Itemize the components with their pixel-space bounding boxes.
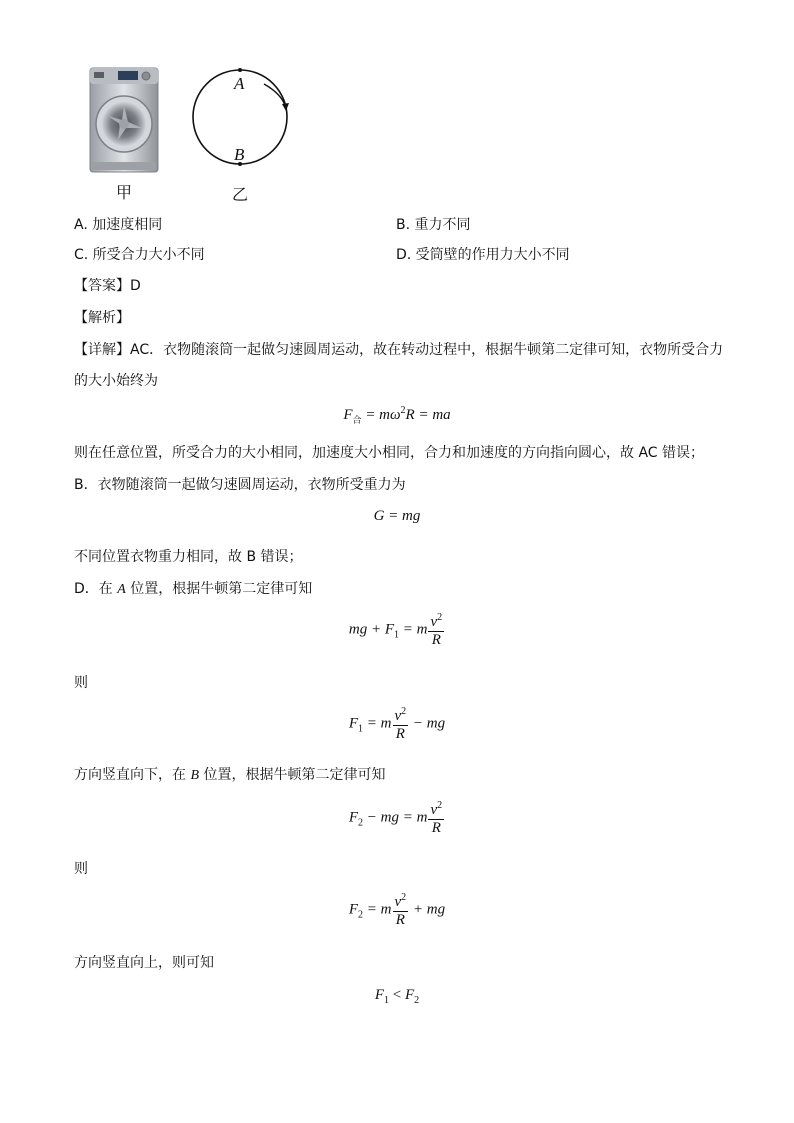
detail-line-6: D．在 A 位置，根据牛顿第二定律可知: [74, 581, 313, 597]
answer-tag: 【答案】: [74, 278, 130, 294]
equation-net-force: $F_合 = m\omega^2R$ = ma: [343, 405, 451, 426]
equation-gravity: G = mg: [373, 508, 421, 524]
point-b-label: B: [234, 145, 245, 164]
detail-line-8: 方向竖直向下，在 B 位置，根据牛顿第二定律可知: [74, 767, 386, 783]
equation-f2: $F_2 = m$ $\frac{v^2}{R}$ + mg: [348, 892, 446, 928]
point-a-label: A: [234, 74, 245, 93]
detail-line-2: 的大小始终为: [74, 373, 158, 389]
detail-tag: 【详解】: [74, 342, 130, 358]
detail-line-7: 则: [74, 675, 88, 691]
detail-line-5: 不同位置衣物重力相同，故 B 错误；: [74, 549, 303, 565]
analysis-tag: 【解析】: [74, 310, 130, 326]
detail-line-4: B．衣物随滚筒一起做匀速圆周运动，衣物所受重力为: [74, 477, 406, 493]
figure-label-jia: 甲: [116, 183, 133, 202]
equation-point-a: mg + $F_1 = m$ $\frac{v^2}{R}$: [348, 612, 443, 648]
option-d: D. 受筒壁的作用力大小不同: [396, 247, 570, 263]
equation-point-b: $F_2$ − mg = m $\frac{v^2}{R}$: [348, 800, 443, 836]
answer-value: D: [130, 278, 141, 294]
option-c: C. 所受合力大小不同: [74, 247, 205, 263]
option-a: A. 加速度相同: [74, 217, 163, 233]
detail-line-9: 则: [74, 861, 88, 877]
washing-machine-figure: [88, 66, 160, 176]
equation-f1: $F_1 = m$ $\frac{v^2}{R}$ − mg: [348, 706, 446, 742]
detail-line-10: 方向竖直向上，则可知: [74, 955, 214, 971]
detail-line-1: 【详解】AC．衣物随滚筒一起做匀速圆周运动，故在转动过程中，根据牛顿第二定律可知，衣物所受合力: [74, 342, 724, 358]
detail-line-3: 则在任意位置，所受合力的大小相同，加速度大小相同，合力和加速度的方向指向圆心，故 AC 错误；: [74, 445, 705, 461]
arrow-head-icon: [282, 103, 289, 111]
washing-machine-illustration: [88, 66, 160, 176]
answer-line: [74, 275, 141, 295]
point-a-dot: [238, 68, 242, 72]
figure-label-yi: 乙: [232, 185, 249, 204]
option-b: B. 重力不同: [396, 217, 471, 233]
equation-compare: $F_1 < F_2$: [374, 987, 420, 1006]
